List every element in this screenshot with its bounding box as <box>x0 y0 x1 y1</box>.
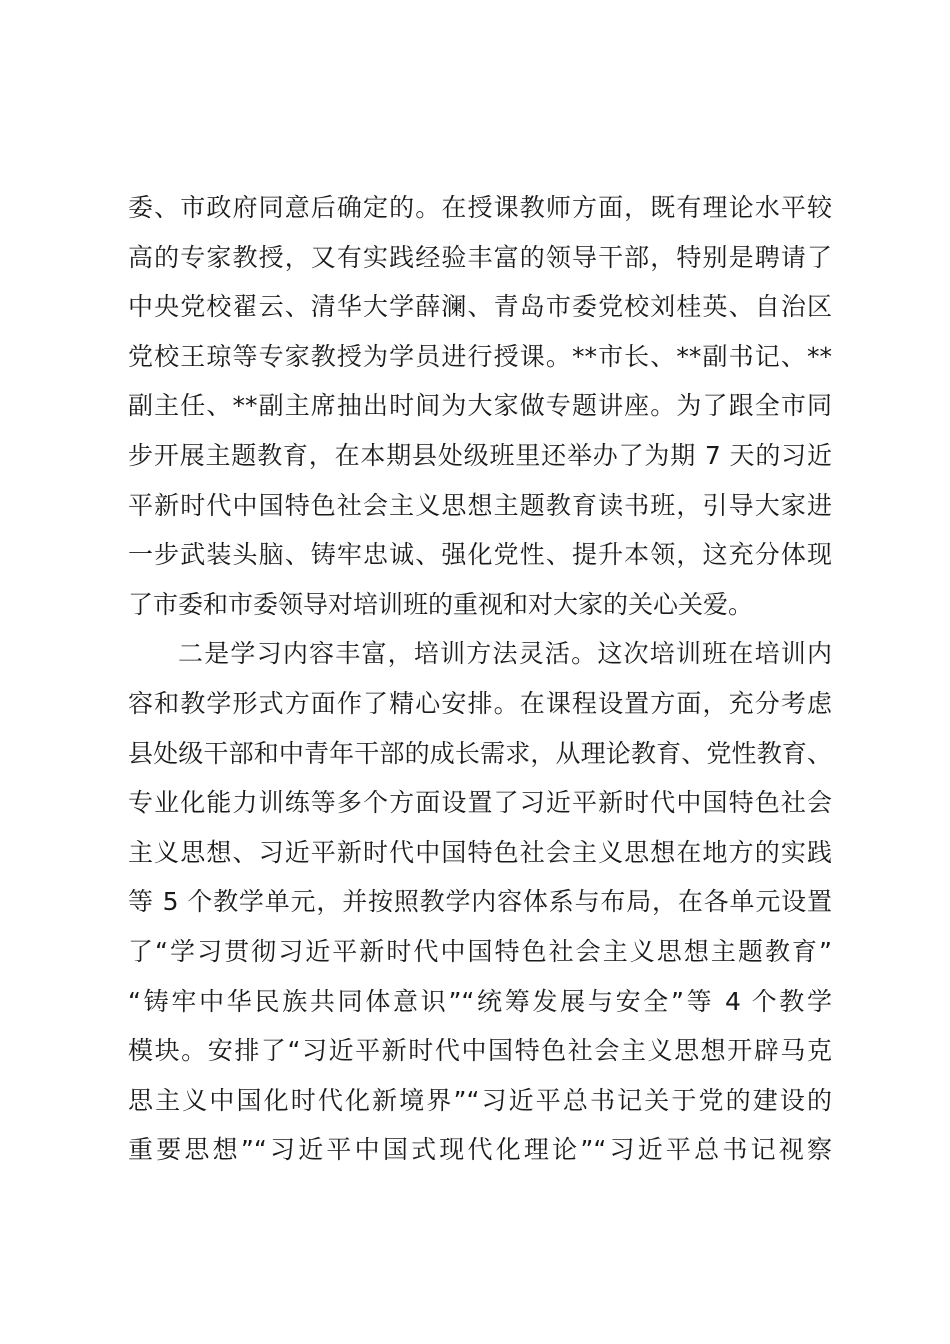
text-line: 委、市政府同意后确定的。在授课教师方面，既有理论水平较 <box>128 193 832 222</box>
text-line: 县处级干部和中青年干部的成长需求，从理论教育、党性教育、 <box>128 738 832 768</box>
text-line: 步开展主题教育，在本期县处级班里还举办了为期 7 天的习近 <box>128 440 832 470</box>
text-line: 专业化能力训练等多个方面设置了习近平新时代中国特色社会 <box>128 788 832 818</box>
text-line: 平新时代中国特色社会主义思想主题教育读书班，引导大家进 <box>128 490 832 520</box>
text-line: 容和教学形式方面作了精心安排。在课程设置方面，充分考虑 <box>128 688 832 718</box>
paragraph-end-line: 了市委和市委领导对培训班的重视和对大家的关心关爱。 <box>128 589 754 619</box>
text-line: 主义思想、习近平新时代中国特色社会主义思想在地方的实践 <box>128 837 832 867</box>
text-line: 等 5 个教学单元，并按照教学内容体系与布局，在各单元设置 <box>128 887 832 917</box>
text-line: “铸牢中华民族共同体意识”“统筹发展与安全”等 4 个教学 <box>128 986 832 1016</box>
text-line: 中央党校翟云、清华大学薛澜、青岛市委党校刘桂英、自治区 <box>128 292 832 322</box>
body-text <box>128 183 832 1175</box>
text-line: 一步武装头脑、铸牢忠诚、强化党性、提升本领，这充分体现 <box>128 540 832 570</box>
text-line: 副主任、**副主席抽出时间为大家做专题讲座。为了跟全市同 <box>128 391 832 421</box>
text-line: 思主义中国化时代化新境界”“习近平总书记关于党的建设的 <box>128 1085 832 1115</box>
text-line: 高的专家教授，又有实践经验丰富的领导干部，特别是聘请了 <box>128 242 832 272</box>
paragraph-start-line: 二是学习内容丰富，培训方法灵活。这次培训班在培训内 <box>178 639 832 669</box>
text-line: 模块。安排了“习近平新时代中国特色社会主义思想开辟马克 <box>128 1036 832 1066</box>
text-line: 了“学习贯彻习近平新时代中国特色社会主义思想主题教育” <box>128 936 832 966</box>
text-line: 党校王琼等专家教授为学员进行授课。**市长、**副书记、** <box>128 341 832 371</box>
text-line: 重要思想”“习近平中国式现代化理论”“习近平总书记视察 <box>128 1135 832 1165</box>
